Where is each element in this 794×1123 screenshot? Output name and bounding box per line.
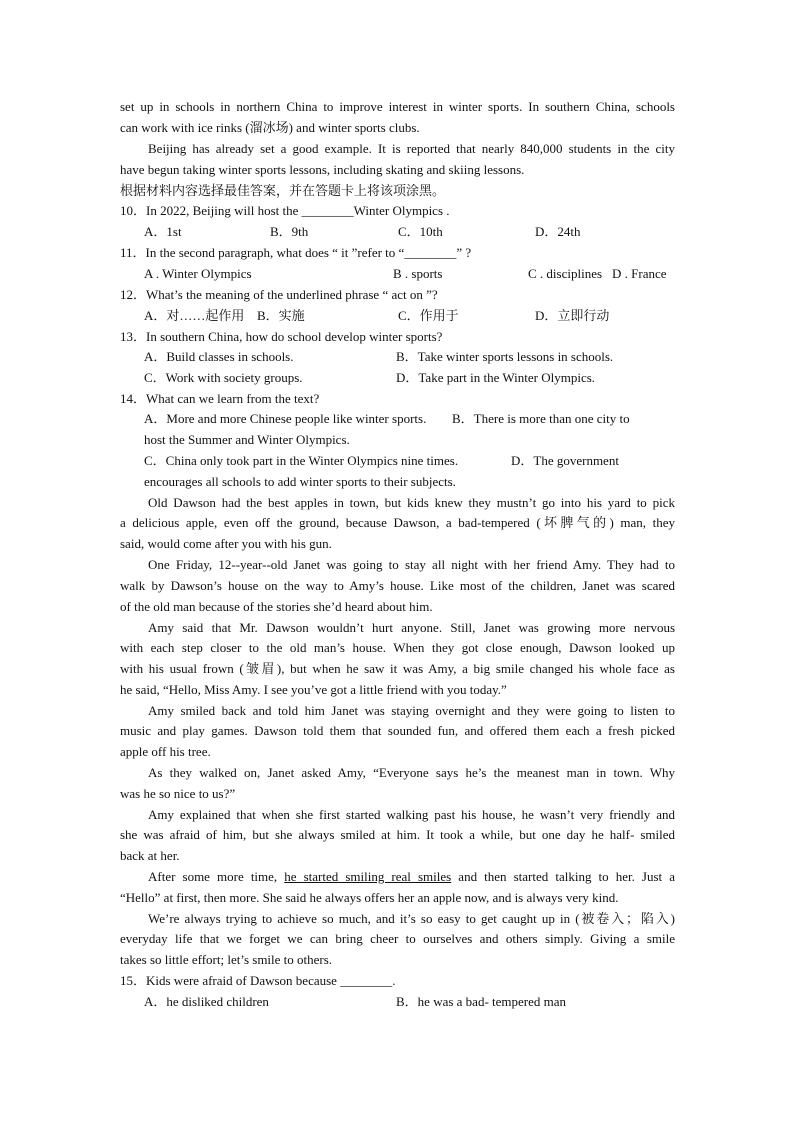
q11-option-c: C . disciplines	[528, 266, 603, 281]
instruction: 根据材料内容选择最佳答案，并在答题卡上将该项涂黑。	[120, 183, 446, 198]
passage-line: said, would come after you with his gun.	[120, 536, 332, 551]
passage-text: and then started talking to her. Just a	[451, 869, 676, 884]
passage-line: Amy said that Mr. Dawson wouldn’t hurt anyone. Still, Janet was growing more nervous	[148, 620, 675, 635]
q15-option-a: A．he disliked children	[144, 994, 269, 1009]
passage-line: One Friday, 12--year--old Janet was going to stay all night with her friend Amy. They had to	[148, 557, 675, 572]
passage-line: apple off his tree.	[120, 744, 211, 759]
passage-line: Amy smiled back and told him Janet was staying overnight and they were going to listen to	[148, 703, 675, 718]
question-15-stem: 15．Kids were afraid of Dawson because ________.	[120, 973, 396, 988]
q10-option-c: C．10th	[398, 224, 443, 239]
q13-option-c: C．Work with society groups.	[144, 370, 303, 385]
passage-line: Old Dawson had the best apples in town, but kids knew they mustn’t go into his yard to pick	[148, 495, 675, 510]
passage-line: of the old man because of the stories she’d heard about him.	[120, 599, 433, 614]
question-11-stem: 11．In the second paragraph, what does “ it ”refer to “________” ?	[120, 245, 472, 260]
q13-option-a: A．Build classes in schools.	[144, 349, 294, 364]
q13-option-d: D．Take part in the Winter Olympics.	[396, 370, 596, 385]
q11-option-a: A . Winter Olympics	[144, 266, 252, 281]
passage-line: As they walked on, Janet asked Amy, “Everyone says he’s the meanest man in town. Why	[148, 765, 675, 780]
passage-line: a delicious apple, even off the ground, because Dawson, a bad-tempered (坏脾气的) man, they	[120, 515, 675, 530]
question-13-stem: 13．In southern China, how do school develop winter sports?	[120, 329, 443, 344]
q14-option-b: B．There is more than one city to	[452, 411, 630, 426]
passage-line: music and play games. Dawson told them that sounded fun, and offered them each a fresh picked	[120, 723, 675, 738]
q12-option-d: D．立即行动	[535, 308, 610, 323]
q10-option-a: A．1st	[144, 224, 182, 239]
q12-option-a: A．对……起作用	[144, 308, 245, 323]
passage-line	[148, 866, 675, 887]
passage-line: with his usual frown (皱眉), but when he saw it was Amy, a big smile changed his whole face as	[120, 661, 675, 676]
passage-line: We’re always trying to achieve so much, and it’s so easy to get caught up in (被卷入；陷入)	[148, 911, 675, 926]
q10-option-d: D．24th	[535, 224, 581, 239]
underlined-phrase: he started smiling real smiles	[284, 869, 452, 884]
q15-option-b: B．he was a bad- tempered man	[396, 994, 567, 1009]
passage-line: “Hello” at first, then more. She said he always offers her an apple now, and is always very kind.	[120, 890, 619, 905]
q14-option-d: D．The government	[511, 453, 619, 468]
passage-line: back at her.	[120, 848, 180, 863]
passage-line: Beijing has already set a good example. It is reported that nearly 840,000 students in the city	[148, 141, 675, 156]
passage-line: was he so nice to us?”	[120, 786, 236, 801]
q14-option-a: A．More and more Chinese people like winter sports.	[144, 411, 427, 426]
q10-option-b: B．9th	[270, 224, 309, 239]
passage-line: she was afraid of him, but she always smiled at him. It took a while, but one day he half- smiled	[120, 827, 675, 842]
question-10-stem: 10．In 2022, Beijing will host the ________Winter Olympics .	[120, 203, 450, 218]
passage-line: Amy explained that when she first started walking past his house, he wasn’t very friendly and	[148, 807, 675, 822]
q12-option-c: C．作用于	[398, 308, 459, 323]
passage-line: everyday life that we forget we can bring cheer to ourselves and others simply. Giving a smile	[120, 931, 675, 946]
passage-line: with each step closer to the old man’s house. When they got close enough, Dawson looked up	[120, 640, 675, 655]
q12-option-b: B．实施	[257, 308, 305, 323]
passage-line: have begun taking winter sports lessons, including skating and skiing lessons.	[120, 162, 525, 177]
passage-line: can work with ice rinks (溜冰场) and winter sports clubs.	[120, 120, 420, 135]
question-14-stem: 14．What can we learn from the text?	[120, 391, 320, 406]
question-12-stem: 12．What’s the meaning of the underlined phrase “ act on ”?	[120, 287, 438, 302]
q11-option-b: B . sports	[393, 266, 443, 281]
passage-text: After some more time,	[148, 869, 285, 884]
q13-option-b: B．Take winter sports lessons in schools.	[396, 349, 614, 364]
passage-line: set up in schools in northern China to improve interest in winter sports. In southern China, schools	[120, 99, 675, 114]
q14-option-c: C．China only took part in the Winter Olympics nine times.	[144, 453, 459, 468]
passage-line: takes so little effort; let’s smile to others.	[120, 952, 333, 967]
q11-option-d: D . France	[612, 266, 667, 281]
passage-line: he said, “Hello, Miss Amy. I see you’ve got a little friend with you today.”	[120, 682, 507, 697]
q14-option-b-cont: host the Summer and Winter Olympics.	[144, 432, 350, 447]
q14-option-d-cont: encourages all schools to add winter sports to their subjects.	[144, 474, 456, 489]
passage-line: walk by Dawson’s house on the way to Amy’s house. Like most of the children, Janet was scared	[120, 578, 675, 593]
